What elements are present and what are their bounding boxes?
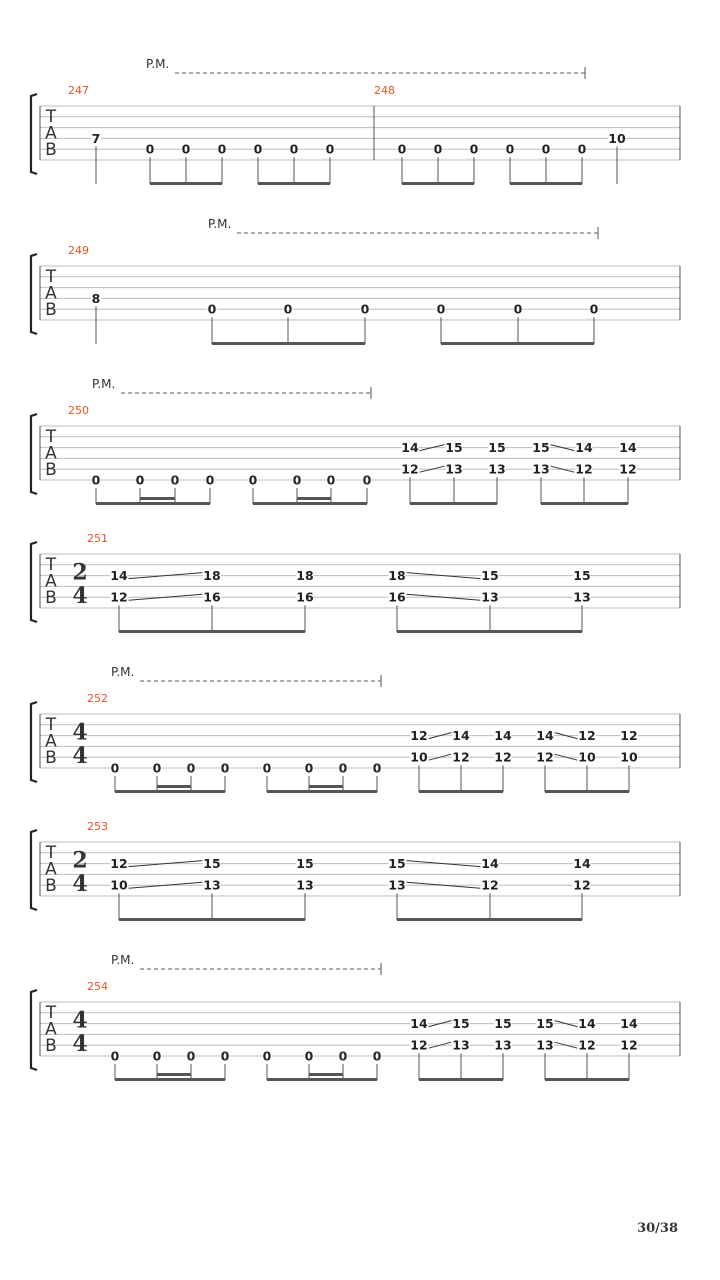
fret-number: 0 bbox=[304, 760, 314, 776]
fret-number: 0 bbox=[589, 301, 599, 317]
tab-clef-letter: B bbox=[45, 300, 57, 320]
fret-number: 12 bbox=[619, 461, 637, 477]
fret-number: 0 bbox=[372, 760, 382, 776]
fret-number: 0 bbox=[326, 472, 336, 488]
fret-number: 0 bbox=[325, 141, 335, 157]
tab-clef-letter: B bbox=[45, 1036, 57, 1056]
beam bbox=[253, 502, 367, 505]
palm-mute-label: P.M. bbox=[92, 377, 116, 391]
fret-number: 12 bbox=[110, 589, 128, 605]
fret-number: 0 bbox=[292, 472, 302, 488]
beam bbox=[96, 502, 210, 505]
fret-number: 15 bbox=[388, 856, 406, 872]
beam bbox=[150, 182, 222, 185]
time-signature-bottom: 4 bbox=[72, 1031, 88, 1058]
time-signature-top: 2 bbox=[72, 847, 88, 874]
fret-number: 0 bbox=[360, 301, 370, 317]
tab-clef-letter: T bbox=[45, 555, 57, 575]
fret-number: 14 bbox=[110, 568, 128, 584]
fret-number: 0 bbox=[262, 1048, 272, 1064]
fret-number: 14 bbox=[410, 1016, 428, 1032]
fret-number: 15 bbox=[296, 856, 314, 872]
time-signature-top: 2 bbox=[72, 559, 88, 586]
fret-number: 15 bbox=[445, 440, 463, 456]
fret-number: 0 bbox=[304, 1048, 314, 1064]
fret-number: 0 bbox=[577, 141, 587, 157]
fret-number: 0 bbox=[541, 141, 551, 157]
fret-number: 15 bbox=[532, 440, 550, 456]
fret-number: 15 bbox=[481, 568, 499, 584]
tab-clef-letter: B bbox=[45, 748, 57, 768]
tab-clef-letter: A bbox=[45, 731, 57, 752]
measure-number: 251 bbox=[87, 532, 108, 545]
fret-number: 14 bbox=[481, 856, 499, 872]
beam bbox=[510, 182, 582, 185]
fret-number: 18 bbox=[388, 568, 406, 584]
tab-clef-letter: T bbox=[45, 427, 57, 447]
fret-number: 15 bbox=[203, 856, 221, 872]
fret-number: 0 bbox=[436, 301, 446, 317]
beam bbox=[212, 342, 365, 345]
fret-number: 10 bbox=[608, 130, 626, 146]
fret-number: 0 bbox=[91, 472, 101, 488]
fret-number: 0 bbox=[469, 141, 479, 157]
fret-number: 10 bbox=[410, 749, 428, 765]
palm-mute-label: P.M. bbox=[208, 217, 232, 231]
tab-clef-letter: A bbox=[45, 859, 57, 880]
tab-system bbox=[31, 217, 680, 345]
fret-number: 15 bbox=[573, 568, 591, 584]
fret-number: 12 bbox=[452, 749, 470, 765]
fret-number: 0 bbox=[253, 141, 263, 157]
tab-system bbox=[31, 820, 680, 921]
tab-clef-letter: A bbox=[45, 283, 57, 304]
fret-number: 15 bbox=[488, 440, 506, 456]
fret-number: 0 bbox=[217, 141, 227, 157]
fret-number: 13 bbox=[445, 461, 463, 477]
fret-number: 8 bbox=[91, 290, 101, 306]
time-signature-bottom: 4 bbox=[72, 583, 88, 610]
fret-number: 16 bbox=[296, 589, 314, 605]
tab-system bbox=[31, 377, 680, 505]
fret-number: 7 bbox=[91, 130, 101, 146]
beam bbox=[115, 1078, 225, 1081]
beam bbox=[419, 790, 503, 793]
fret-number: 13 bbox=[536, 1037, 554, 1053]
measure-number: 250 bbox=[68, 404, 89, 417]
system-bracket bbox=[31, 94, 37, 174]
fret-number: 12 bbox=[410, 728, 428, 744]
fret-number: 14 bbox=[536, 728, 554, 744]
beam bbox=[267, 790, 377, 793]
beam-16th bbox=[140, 497, 175, 500]
fret-number: 12 bbox=[573, 877, 591, 893]
beam bbox=[119, 918, 305, 921]
fret-number: 0 bbox=[145, 141, 155, 157]
fret-number: 12 bbox=[620, 728, 638, 744]
beam bbox=[258, 182, 330, 185]
tab-clef-letter: T bbox=[45, 715, 57, 735]
tab-clef-letter: T bbox=[45, 107, 57, 127]
fret-number: 0 bbox=[220, 1048, 230, 1064]
beam bbox=[115, 790, 225, 793]
fret-number: 14 bbox=[401, 440, 419, 456]
beam bbox=[419, 1078, 503, 1081]
tab-clef-letter: T bbox=[45, 1003, 57, 1023]
fret-number: 12 bbox=[578, 728, 596, 744]
tab-clef-letter: B bbox=[45, 876, 57, 896]
tab-clef-letter: B bbox=[45, 460, 57, 480]
fret-number: 12 bbox=[494, 749, 512, 765]
fret-number: 13 bbox=[481, 589, 499, 605]
fret-number: 0 bbox=[289, 141, 299, 157]
fret-number: 0 bbox=[397, 141, 407, 157]
tab-system bbox=[31, 532, 680, 633]
page-number: 30/38 bbox=[637, 1221, 678, 1236]
fret-number: 0 bbox=[220, 760, 230, 776]
fret-number: 13 bbox=[494, 1037, 512, 1053]
measure-number: 249 bbox=[68, 244, 89, 257]
beam bbox=[545, 790, 629, 793]
fret-number: 0 bbox=[248, 472, 258, 488]
time-signature-bottom: 4 bbox=[72, 743, 88, 770]
beam-16th bbox=[309, 785, 343, 788]
time-signature-top: 4 bbox=[72, 1007, 88, 1034]
system-bracket bbox=[31, 254, 37, 334]
fret-number: 18 bbox=[296, 568, 314, 584]
fret-number: 14 bbox=[573, 856, 591, 872]
fret-number: 0 bbox=[372, 1048, 382, 1064]
fret-number: 15 bbox=[494, 1016, 512, 1032]
fret-number: 0 bbox=[513, 301, 523, 317]
beam bbox=[267, 1078, 377, 1081]
fret-number: 13 bbox=[573, 589, 591, 605]
fret-number: 13 bbox=[203, 877, 221, 893]
beam-16th bbox=[157, 785, 191, 788]
fret-number: 0 bbox=[181, 141, 191, 157]
palm-mute-label: P.M. bbox=[111, 665, 135, 679]
tab-clef-letter: A bbox=[45, 571, 57, 592]
time-signature-bottom: 4 bbox=[72, 871, 88, 898]
fret-number: 10 bbox=[578, 749, 596, 765]
fret-number: 13 bbox=[296, 877, 314, 893]
tab-clef-letter: A bbox=[45, 123, 57, 144]
beam bbox=[410, 502, 497, 505]
fret-number: 12 bbox=[110, 856, 128, 872]
fret-number: 14 bbox=[452, 728, 470, 744]
system-bracket bbox=[31, 702, 37, 782]
fret-number: 15 bbox=[536, 1016, 554, 1032]
fret-number: 0 bbox=[205, 472, 215, 488]
fret-number: 10 bbox=[110, 877, 128, 893]
fret-number: 12 bbox=[575, 461, 593, 477]
fret-number: 12 bbox=[578, 1037, 596, 1053]
system-bracket bbox=[31, 990, 37, 1070]
fret-number: 16 bbox=[203, 589, 221, 605]
fret-number: 12 bbox=[536, 749, 554, 765]
beam bbox=[397, 918, 582, 921]
fret-number: 10 bbox=[620, 749, 638, 765]
system-bracket bbox=[31, 830, 37, 910]
tab-clef-letter: B bbox=[45, 140, 57, 160]
tab-system bbox=[31, 665, 680, 793]
beam bbox=[545, 1078, 629, 1081]
fret-number: 14 bbox=[619, 440, 637, 456]
fret-number: 0 bbox=[338, 760, 348, 776]
tab-clef-letter: A bbox=[45, 443, 57, 464]
fret-number: 0 bbox=[186, 1048, 196, 1064]
measure-number: 248 bbox=[374, 84, 395, 97]
system-bracket bbox=[31, 542, 37, 622]
tab-system bbox=[31, 57, 680, 185]
fret-number: 0 bbox=[135, 472, 145, 488]
tab-system bbox=[31, 953, 680, 1081]
beam bbox=[541, 502, 628, 505]
time-signature-top: 4 bbox=[72, 719, 88, 746]
beam bbox=[441, 342, 594, 345]
fret-number: 0 bbox=[505, 141, 515, 157]
fret-number: 0 bbox=[362, 472, 372, 488]
tab-clef-letter: B bbox=[45, 588, 57, 608]
fret-number: 13 bbox=[488, 461, 506, 477]
fret-number: 0 bbox=[110, 1048, 120, 1064]
palm-mute-label: P.M. bbox=[146, 57, 170, 71]
fret-number: 13 bbox=[452, 1037, 470, 1053]
beam bbox=[397, 630, 582, 633]
beam bbox=[402, 182, 474, 185]
fret-number: 14 bbox=[620, 1016, 638, 1032]
fret-number: 16 bbox=[388, 589, 406, 605]
fret-number: 14 bbox=[575, 440, 593, 456]
fret-number: 13 bbox=[388, 877, 406, 893]
fret-number: 0 bbox=[338, 1048, 348, 1064]
fret-number: 0 bbox=[152, 1048, 162, 1064]
measure-number: 252 bbox=[87, 692, 108, 705]
fret-number: 12 bbox=[620, 1037, 638, 1053]
beam-16th bbox=[309, 1073, 343, 1076]
fret-number: 14 bbox=[578, 1016, 596, 1032]
fret-number: 13 bbox=[532, 461, 550, 477]
beam bbox=[119, 630, 305, 633]
tab-clef-letter: T bbox=[45, 843, 57, 863]
tab-clef-letter: T bbox=[45, 267, 57, 287]
fret-number: 12 bbox=[481, 877, 499, 893]
measure-number: 253 bbox=[87, 820, 108, 833]
fret-number: 12 bbox=[401, 461, 419, 477]
system-bracket bbox=[31, 414, 37, 494]
fret-number: 0 bbox=[262, 760, 272, 776]
fret-number: 0 bbox=[283, 301, 293, 317]
fret-number: 0 bbox=[186, 760, 196, 776]
palm-mute-label: P.M. bbox=[111, 953, 135, 967]
fret-number: 18 bbox=[203, 568, 221, 584]
fret-number: 0 bbox=[170, 472, 180, 488]
fret-number: 15 bbox=[452, 1016, 470, 1032]
fret-number: 0 bbox=[152, 760, 162, 776]
measure-number: 254 bbox=[87, 980, 108, 993]
fret-number: 0 bbox=[207, 301, 217, 317]
fret-number: 14 bbox=[494, 728, 512, 744]
fret-number: 12 bbox=[410, 1037, 428, 1053]
fret-number: 0 bbox=[433, 141, 443, 157]
measure-number: 247 bbox=[68, 84, 89, 97]
tab-clef-letter: A bbox=[45, 1019, 57, 1040]
beam-16th bbox=[157, 1073, 191, 1076]
fret-number: 0 bbox=[110, 760, 120, 776]
beam-16th bbox=[297, 497, 331, 500]
